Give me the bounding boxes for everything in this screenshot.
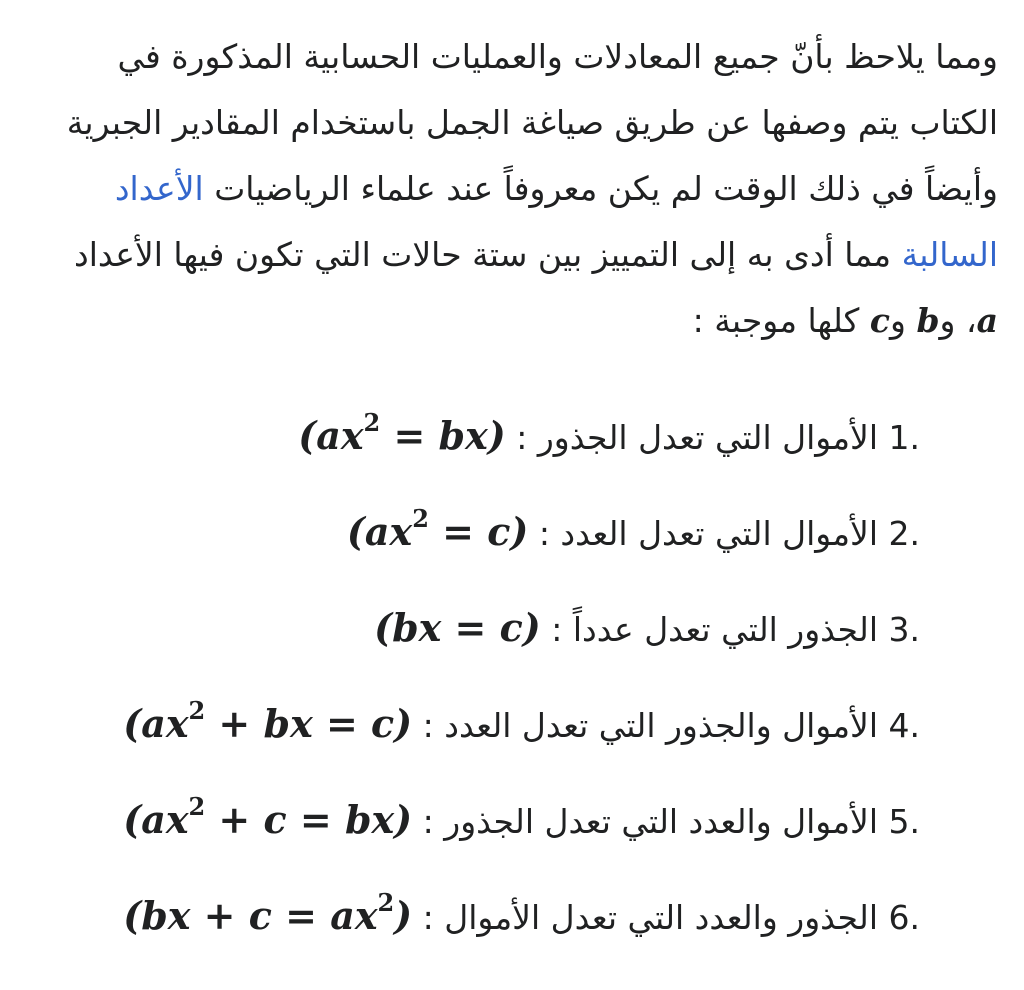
case-label: الأموال التي تعدل العدد : [538,514,878,553]
case-number: 5. [888,802,920,841]
case-equation: $(ax^2 = c)$ [346,504,529,554]
case-label: الجذور والعدد التي تعدل الأموال : [422,898,878,937]
conjunction-and-2: و [890,301,906,340]
separator-comma: ، [965,301,977,340]
intro-text-part-2: مما أدى به إلى التمييز بين ستة حالات التي تكون فيها الأعداد [74,235,892,274]
cases-list [50,388,998,964]
case-equation: $(ax^2 = bx)$ [298,408,506,458]
case-number: 6. [888,898,920,937]
case-item-1 [50,388,920,484]
case-label: الأموال والعدد التي تعدل الجذور : [422,802,878,841]
intro-tail: كلها موجبة : [692,301,860,340]
variable-b: b [916,301,940,340]
case-item-2 [50,484,920,580]
case-item-5 [50,772,920,868]
case-item-6 [50,868,920,964]
case-equation: (bx = c) [374,605,541,650]
case-number: 1. [888,418,920,457]
case-equation: $(bx + c = ax^2)$ [123,888,413,938]
case-label: الأموال التي تعدل الجذور : [516,418,878,457]
variable-c: c [869,301,890,340]
variable-a: a [976,301,998,340]
case-equation: $(ax^2 + c = bx)$ [123,792,413,842]
negative-numbers-link[interactable]: الأعداد السالبة [114,169,998,274]
case-equation: ($ax^2$ + bx = c) [123,696,413,746]
intro-text-part-1: ومما يلاحظ بأنّ جميع المعادلات والعمليات الحسابية المذكورة في الكتاب يتم وصفها عن طريق صياغة الجمل باستخدام المقادير الجبرية وأيضاً في ذلك الوقت لم يكن معروفاً عند علماء الرياضيات [66,37,998,208]
case-number: 2. [888,514,920,553]
case-item-3 [50,580,920,676]
case-number: 3. [888,610,920,649]
case-item-4 [50,676,920,772]
intro-paragraph [50,24,998,354]
conjunction-and-1: و [939,301,956,340]
case-number: 4. [888,706,920,745]
case-label: الأموال والجذور التي تعدل العدد : [422,706,878,745]
case-label: الجذور التي تعدل عدداً : [551,610,878,649]
